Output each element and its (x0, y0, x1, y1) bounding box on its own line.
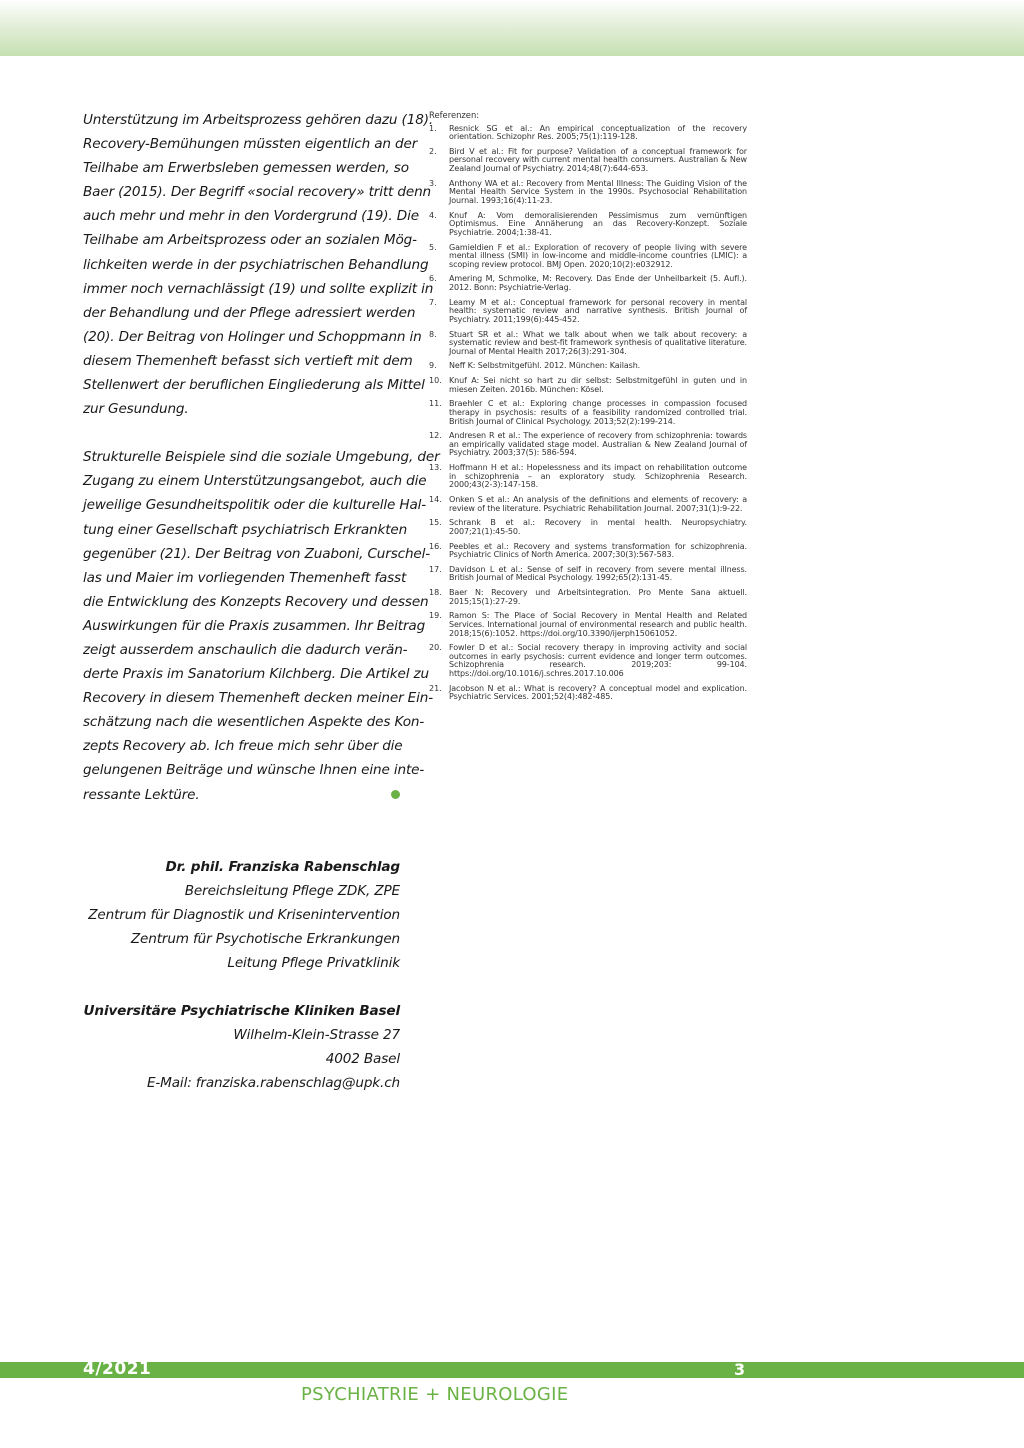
text-line: Teilhabe am Arbeitsprozess oder an sozialen Mög- (83, 232, 417, 249)
reference-text: Knuf A: Vom demoralisierenden Pessimismus zum vernünftigen Optimismus. Eine Annäherung an das Recovery-Konzept. Soziale Psychiatrie. 2004;1:38-41. (449, 210, 747, 237)
reference-number: 4. (429, 210, 437, 220)
article-paragraph-1 (83, 108, 434, 421)
reference-item (429, 125, 747, 142)
author-role: Leitung Pflege Privatklinik (227, 955, 400, 971)
reference-item (429, 519, 747, 536)
reference-number: 11. (429, 399, 442, 409)
reference-text: Onken S et al.: An analysis of the definitions and elements of recovery: a review of the literature. Psychiatric Rehabilitation Journal. 2007;31(1):9-22. (449, 495, 747, 513)
text-line: Stellenwert der beruflichen Eingliederung als Mittel (83, 377, 425, 394)
reference-number: 1. (429, 123, 437, 133)
reference-number: 12. (429, 431, 442, 441)
reference-item (429, 566, 747, 583)
text-line: Teilhabe am Erwerbsleben gemessen werden, so (83, 160, 409, 177)
reference-number: 16. (429, 541, 442, 551)
text-line: gelungenen Beiträge und wünsche Ihnen eine inte- (83, 762, 425, 779)
address-line: Wilhelm-Klein-Strasse 27 (233, 1027, 400, 1044)
reference-item (429, 275, 747, 292)
text-line: gegenüber (21). Der Beitrag von Zuaboni, Curschel- (83, 545, 431, 562)
text-line: Recovery-Bemühungen müssten eigentlich an der (83, 136, 418, 153)
text-line: zur Gesundung. (83, 401, 189, 418)
reference-text: Hoffmann H et al.: Hopelessness and its impact on rehabilitation outcome in schizophrenia – an exploratory study. Schizophrenia Research. 2000;43(2-3):147-158. (449, 463, 747, 490)
reference-text: Gamieldien F et al.: Exploration of recovery of people living with severe mental illness (SMI) in low-income and middle-income countries (LMIC): a scoping review protocol. BMJ Open. 2020;10(2):e032912. (449, 242, 747, 269)
author-role: Zentrum für Psychotische Erkrankungen (130, 930, 400, 947)
reference-number: 8. (429, 329, 437, 339)
text-line-content: ressante Lektüre. (83, 786, 200, 803)
text-line: las und Maier im vorliegenden Themenheft fasst (83, 569, 407, 586)
reference-item (429, 644, 747, 678)
text-line: Auswirkungen für die Praxis zusammen. Ihr Beitrag (83, 617, 426, 634)
reference-number: 9. (429, 361, 437, 371)
reference-text: Jacobson N et al.: What is recovery? A conceptual model and explication. Psychiatric Services. 2001;52(4):482-485. (449, 683, 747, 702)
reference-number: 2. (429, 146, 437, 156)
author-signature (83, 855, 400, 1096)
reference-number: 20. (429, 643, 442, 653)
reference-number: 10. (429, 376, 442, 386)
reference-item (429, 685, 747, 702)
reference-text: Amering M, Schmolke, M: Recovery. Das Ende der Unheilbarkeit (5. Aufl.). 2012. Bonn: Psychiatrie-Verlag. (449, 274, 747, 292)
text-line: Zugang zu einem Unterstützungsangebot, auch die (83, 473, 427, 490)
reference-item (429, 148, 747, 174)
author-role: Zentrum für Diagnostik und Krisenintervention (88, 906, 400, 923)
text-line: Unterstützung im Arbeitsprozess gehören dazu (18). (83, 112, 434, 128)
text-line: auch mehr und mehr in den Vordergrund (19). Die (83, 208, 419, 225)
text-line: zeigt ausserdem anschaulich die dadurch verän- (83, 641, 408, 658)
reference-number: 7. (429, 297, 437, 307)
references-section (429, 111, 747, 708)
text-line: immer noch vernachlässigt (19) und sollte explizit in (83, 280, 434, 297)
reference-number: 13. (429, 463, 442, 473)
reference-text: Fowler D et al.: Social recovery therapy in improving activity and social outcomes in early psychosis: current evidence and longer term outcomes. Schizophrenia research. 2019;203: 99-104. https://doi.org/10.1016/j.schres.2017.10.006 (449, 643, 747, 679)
reference-text: Knuf A: Sei nicht so hart zu dir selbst: Selbstmitgefühl in guten und in miesen Zeiten. 2016b. München: Kösel. (449, 376, 747, 394)
reference-text: Davidson L et al.: Sense of self in recovery from severe mental illness. British Journal of Medical Psychology. 1992;65(2):131-45. (449, 564, 747, 583)
reference-number: 18. (429, 588, 442, 598)
reference-item (429, 299, 747, 325)
text-line: die Entwicklung des Konzepts Recovery und dessen (83, 593, 429, 610)
references-heading: Referenzen: (429, 110, 480, 120)
address-line: 4002 Basel (325, 1051, 400, 1068)
reference-item (429, 377, 747, 394)
reference-item (429, 400, 747, 426)
reference-number: 21. (429, 683, 442, 693)
reference-text: Neff K: Selbstmitgefühl. 2012. München: Kailash. (449, 361, 641, 371)
reference-number: 14. (429, 495, 442, 504)
text-line: Strukturelle Beispiele sind die soziale Umgebung, der (83, 449, 440, 466)
author-role: Bereichsleitung Pflege ZDK, ZPE (184, 882, 400, 899)
text-line: (20). Der Beitrag von Holinger und Schoppmann in (83, 328, 422, 345)
reference-item (429, 180, 747, 206)
text-line: der Behandlung und der Pflege adressiert werden (83, 304, 416, 321)
references-list (429, 125, 747, 702)
institution-name: Universitäre Psychiatrische Kliniken Basel (83, 1003, 400, 1020)
reference-text: Stuart SR et al.: What we talk about when we talk about recovery: a systematic review and best-fit framework synthesis of qualitative literature. Journal of Mental Health 2017;26(3):291-304. (449, 329, 747, 356)
reference-item (429, 589, 747, 606)
reference-number: 19. (429, 611, 442, 621)
reference-text: Braehler C et al.: Exploring change processes in compassion focused therapy in psychosis: results of a feasibility randomized controlled trial. British Journal of Clinical Psychology. 2013;52(2):199-214. (449, 399, 747, 426)
text-line (83, 783, 400, 807)
reference-item (429, 331, 747, 357)
reference-item (429, 496, 747, 513)
reference-item (429, 244, 747, 270)
reference-number: 15. (429, 518, 442, 528)
reference-text: Resnick SG et al.: An empirical conceptualization of the recovery orientation. Schizophr Res. 2005;75(1):119-128. (449, 123, 747, 142)
reference-text: Baer N: Recovery und Arbeitsintegration. Pro Mente Sana aktuell. 2015;15(1):27-29. (449, 588, 747, 606)
journal-title: PSYCHIATRIE + NEUROLOGIE (301, 1384, 569, 1405)
page-number: 3 (734, 1360, 746, 1379)
reference-number: 5. (429, 242, 437, 252)
reference-item (429, 362, 747, 371)
text-line: lichkeiten werde in der psychiatrischen Behandlung (83, 256, 429, 273)
reference-number: 6. (429, 274, 437, 284)
reference-text: Anthony WA et al.: Recovery from Mental Illness: The Guiding Vision of the Mental Health Service System in the 1990s. Psychosocial Rehabilitation Journal. 1993;16(4):11-23. (449, 178, 747, 205)
reference-text: Andresen R et al.: The experience of recovery from schizophrenia: towards an empirically validated stage model. Australian & New Zealand Journal of Psychiatry. 2003;37(5): 586-594. (449, 431, 747, 458)
reference-item (429, 212, 747, 238)
reference-item (429, 612, 747, 638)
issue-label: 4/2021 (83, 1359, 152, 1379)
text-line: derte Praxis im Sanatorium Kilchberg. Die Artikel zu (83, 666, 429, 683)
reference-item (429, 432, 747, 458)
header-band (0, 0, 1024, 56)
footer-bar (0, 1362, 1024, 1378)
reference-text: Ramon S: The Place of Social Recovery in Mental Health and Related Services. International journal of environmental research and public health. 2018;15(6):1052. https://doi.org/10.3390/ijerph15061052. (449, 611, 747, 638)
reference-text: Peebles et al.: Recovery and systems transformation for schizophrenia. Psychiatric Clinics of North America. 2007;30(3):567-583. (449, 541, 747, 560)
text-line: Recovery in diesem Themenheft decken meiner Ein- (83, 690, 433, 707)
reference-text: Leamy M et al.: Conceptual framework for personal recovery in mental health: systematic review and narrative synthesis. British Journal of Psychiatry. 2011;199(6):445-452. (449, 297, 747, 324)
text-line: Baer (2015). Der Begriff «social recovery» tritt denn (83, 184, 432, 201)
text-line: jeweilige Gesundheitspolitik oder die kulturelle Hal- (83, 497, 427, 514)
address-line: E-Mail: franziska.rabenschlag@upk.ch (146, 1075, 400, 1092)
author-name: Dr. phil. Franziska Rabenschlag (165, 858, 400, 875)
text-line: diesem Themenheft befasst sich vertieft mit dem (83, 352, 413, 369)
reference-item (429, 543, 747, 560)
reference-item (429, 464, 747, 490)
text-line: zepts Recovery ab. Ich freue mich sehr über die (83, 738, 403, 755)
reference-number: 17. (429, 564, 442, 574)
end-mark-dot-icon (391, 790, 400, 799)
reference-number: 3. (429, 178, 437, 188)
reference-text: Schrank B et al.: Recovery in mental health. Neuropsychiatry. 2007;21(1):45-50. (449, 518, 747, 536)
reference-text: Bird V et al.: Fit for purpose? Validation of a conceptual framework for personal recovery with current mental health consumers. Australian & New Zealand Journal of Psychiatry. 2014;48(7):644-653. (449, 146, 747, 174)
text-line: schätzung nach die wesentlichen Aspekte des Kon- (83, 714, 425, 731)
text-line: tung einer Gesellschaft psychiatrisch Erkrankten (83, 521, 408, 538)
